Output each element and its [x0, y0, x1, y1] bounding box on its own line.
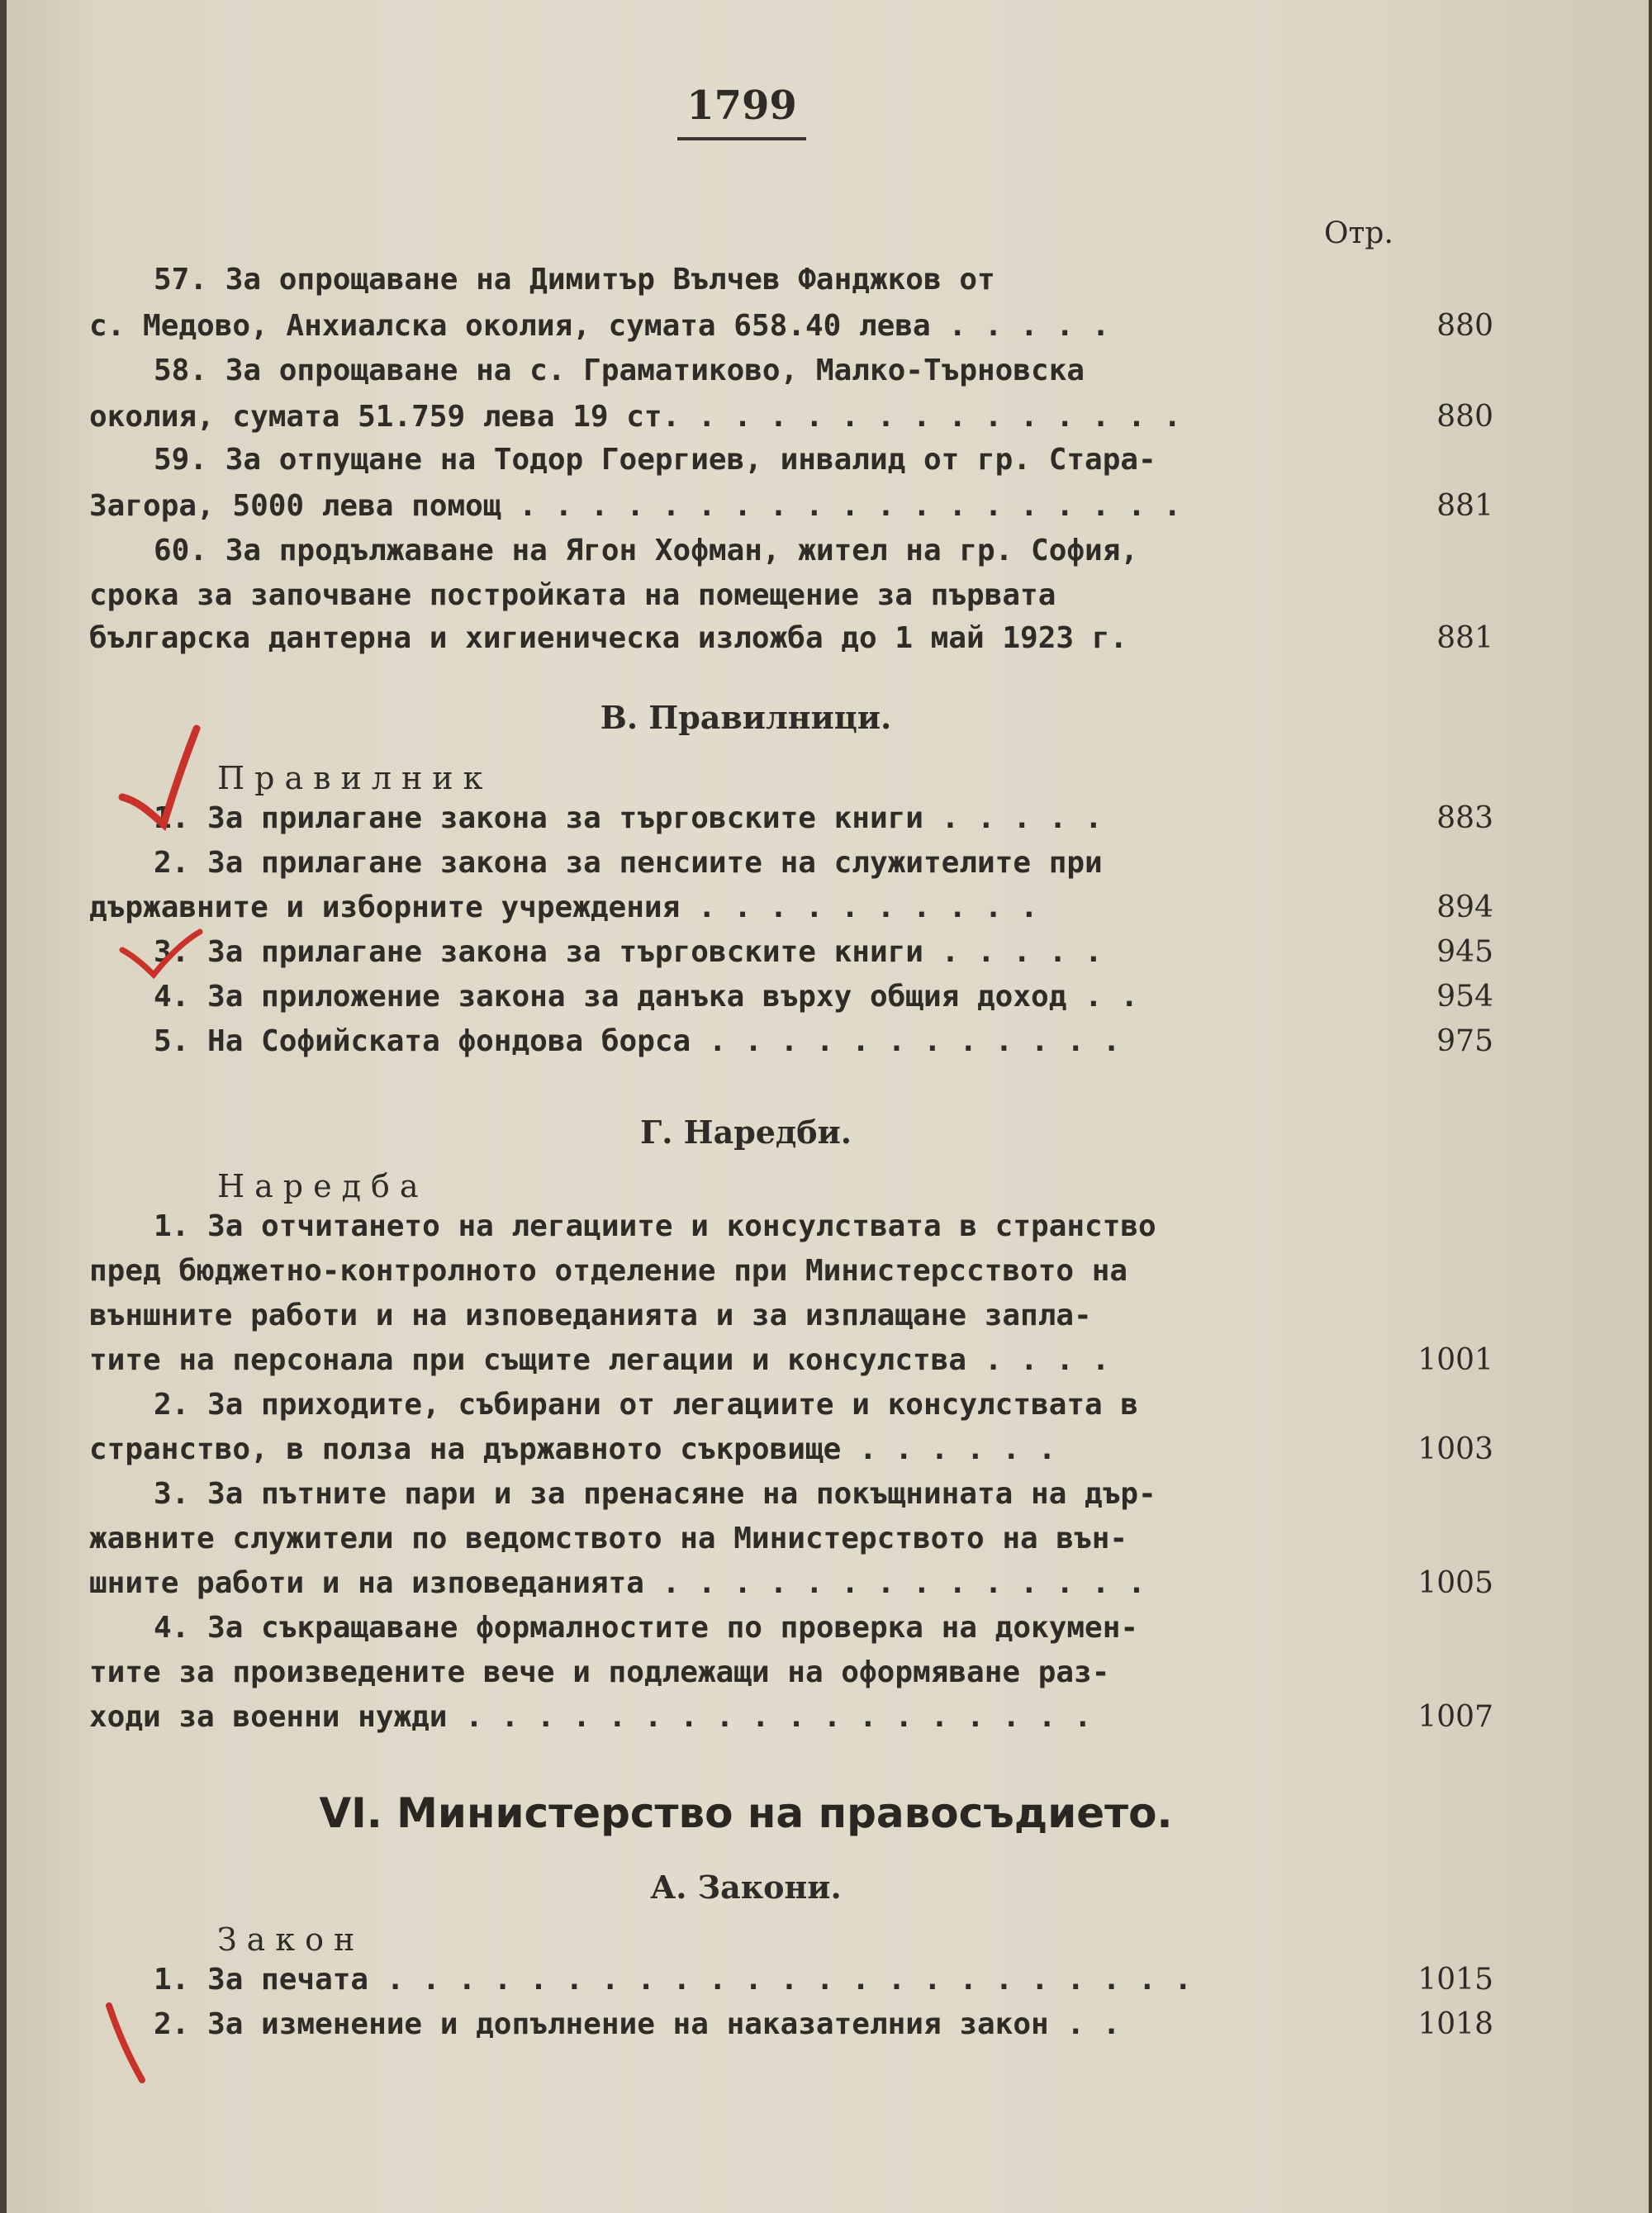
- toc-page-ref: 954: [1436, 980, 1493, 1014]
- toc-entry-text: 3. За пътните пари и за пренасяне на покъщнината на дър-: [154, 1477, 1156, 1511]
- toc-entry-text: 1. За печата . . . . . . . . . . . . . . . . . . . . . . .: [154, 1963, 1193, 1997]
- toc-page-ref: 1001: [1417, 1343, 1493, 1377]
- toc-entry-text: 1. За отчитането на легациите и консулствата в странство: [154, 1209, 1156, 1243]
- toc-entry-text: ходи за военни нужди . . . . . . . . . . . . . . . . . .: [89, 1700, 1092, 1734]
- toc-entry-ordinance-4: [89, 1611, 1609, 1660]
- toc-entry-text: 2. За прилагане закона за пенсиите на служителите при: [154, 846, 1103, 880]
- toc-entry-ordinance-1-cont: [89, 1254, 1609, 1304]
- toc-entry-text: 57. За опрощаване на Димитър Вълчев Фанджков от: [154, 263, 995, 297]
- toc-entry-ordinance-1-cont3: [89, 1343, 1609, 1393]
- toc-entry-ordinance-2: [89, 1388, 1609, 1437]
- toc-entry-ordinance-3-cont: [89, 1522, 1609, 1571]
- toc-entry-58: [89, 354, 1609, 403]
- toc-entry-text: 4. За приложение закона за данъка върху общия доход . .: [154, 980, 1139, 1014]
- toc-page-ref: 1015: [1417, 1963, 1493, 1997]
- page-column-label: Отр.: [1324, 216, 1393, 250]
- toc-entry-regulation-4: [89, 980, 1609, 1029]
- toc-entry-ordinance-4-cont: [89, 1655, 1609, 1705]
- section-heading-regulations: В. Правилници.: [600, 699, 892, 736]
- toc-entry-text: българска дантерна и хигиеническа изложба до 1 май 1923 г.: [89, 621, 1128, 655]
- toc-entry-law-2: [89, 2007, 1609, 2057]
- subheading-ordinance: Наредба: [217, 1168, 429, 1204]
- toc-entry-ordinance-3-cont2: [89, 1566, 1609, 1616]
- toc-page-ref: 881: [1436, 489, 1493, 523]
- toc-entry-ordinance-1-cont2: [89, 1299, 1609, 1348]
- toc-page-ref: 1018: [1417, 2007, 1493, 2041]
- toc-entry-60-cont2: [89, 621, 1609, 671]
- toc-entry-59: [89, 443, 1609, 492]
- section-heading-laws: А. Закони.: [650, 1869, 842, 1906]
- toc-entry-text: 59. За отпущане на Тодор Гоергиев, инвалид от гр. Стара-: [154, 443, 1156, 477]
- toc-entry-text: шните работи и на изповеданията . . . . . . . . . . . . . .: [89, 1566, 1146, 1600]
- toc-entry-text: околия, сумата 51.759 лева 19 ст. . . . . . . . . . . . . . .: [89, 400, 1182, 434]
- chapter-heading-ministry-of-justice: VI. Министерство на правосъдието.: [319, 1789, 1173, 1837]
- toc-entry-text: 2. За изменение и допълнение на наказателния закон . .: [154, 2007, 1121, 2041]
- section-heading-ordinances: Г. Наредби.: [639, 1114, 852, 1151]
- toc-entry-text: 58. За опрощаване на с. Граматиково, Малко-Търновска: [154, 354, 1085, 387]
- toc-entry-text: външните работи и на изповеданията и за изплащане запла-: [89, 1299, 1092, 1332]
- toc-entry-57: [89, 263, 1609, 312]
- toc-entry-text: държавните и изборните учреждения . . . . . . . . . .: [89, 890, 1038, 924]
- toc-entry-ordinance-1: [89, 1209, 1609, 1259]
- toc-entry-law-1: [89, 1963, 1609, 2012]
- subheading-regulation: Правилник: [217, 760, 493, 796]
- toc-entry-text: Загора, 5000 лева помощ . . . . . . . . . . . . . . . . . . .: [89, 489, 1182, 523]
- toc-entry-text: 5. На Софийската фондова борса . . . . . . . . . . . .: [154, 1024, 1121, 1058]
- toc-page-ref: 880: [1436, 309, 1493, 343]
- toc-page-ref: 945: [1436, 935, 1493, 969]
- toc-page-ref: 1003: [1417, 1432, 1493, 1466]
- red-check-mark-icon: [114, 719, 213, 834]
- toc-entry-58-cont: [89, 400, 1609, 449]
- toc-entry-regulation-5: [89, 1024, 1609, 1074]
- toc-entry-text: 1. За прилагане закона за търговските книги . . . . .: [154, 801, 1103, 835]
- toc-page-ref: 1005: [1417, 1566, 1493, 1600]
- toc-page-ref: 881: [1436, 621, 1493, 655]
- toc-entry-text: 3. За прилагане закона за търговските книги . . . . .: [154, 935, 1103, 969]
- toc-entry-text: тите на персонала при същите легации и консулства . . . .: [89, 1343, 1110, 1377]
- toc-entry-regulation-2-cont: [89, 890, 1609, 940]
- toc-page-ref: 894: [1436, 890, 1493, 924]
- toc-entry-60-cont: [89, 578, 1609, 628]
- toc-entry-text: срока за започване постройката на помещение за първата: [89, 578, 1056, 612]
- toc-entry-text: 60. За продължаване на Ягон Хофман, жител на гр. София,: [154, 534, 1139, 567]
- page-number: 1799: [686, 83, 797, 129]
- toc-entry-60: [89, 534, 1609, 583]
- toc-entry-ordinance-2-cont: [89, 1432, 1609, 1482]
- toc-page-ref: 975: [1436, 1024, 1493, 1058]
- red-check-mark-icon: [99, 1997, 157, 2088]
- toc-entry-ordinance-4-cont2: [89, 1700, 1609, 1750]
- page-number-rule: [677, 137, 806, 140]
- toc-entry-regulation-3: [89, 935, 1609, 985]
- toc-page-ref: 880: [1436, 400, 1493, 434]
- toc-entry-59-cont: [89, 489, 1609, 539]
- toc-entry-regulation-2: [89, 846, 1609, 895]
- toc-entry-text: пред бюджетно-контролното отделение при Министерсството на: [89, 1254, 1128, 1288]
- toc-entry-text: тите за произведените вече и подлежащи на оформяване раз-: [89, 1655, 1110, 1689]
- toc-entry-text: 4. За съкращаване формалностите по проверка на докумен-: [154, 1611, 1139, 1645]
- toc-page-ref: 883: [1436, 801, 1493, 835]
- toc-entry-text: с. Медово, Анхиалска околия, сумата 658.40 лева . . . . .: [89, 309, 1110, 343]
- subheading-law: Закон: [217, 1921, 365, 1958]
- toc-entry-text: странство, в полза на държавното съкровище . . . . . .: [89, 1432, 1056, 1466]
- toc-entry-text: 2. За приходите, събирани от легациите и консулствата в: [154, 1388, 1139, 1422]
- toc-entry-57-cont: [89, 309, 1609, 359]
- toc-entry-regulation-1: [89, 801, 1609, 851]
- toc-entry-text: жавните служители по ведомството на Министерството на вън-: [89, 1522, 1128, 1555]
- book-page: [7, 0, 1649, 2213]
- red-check-mark-icon: [114, 925, 205, 983]
- toc-page-ref: 1007: [1417, 1700, 1493, 1734]
- toc-entry-ordinance-3: [89, 1477, 1609, 1527]
